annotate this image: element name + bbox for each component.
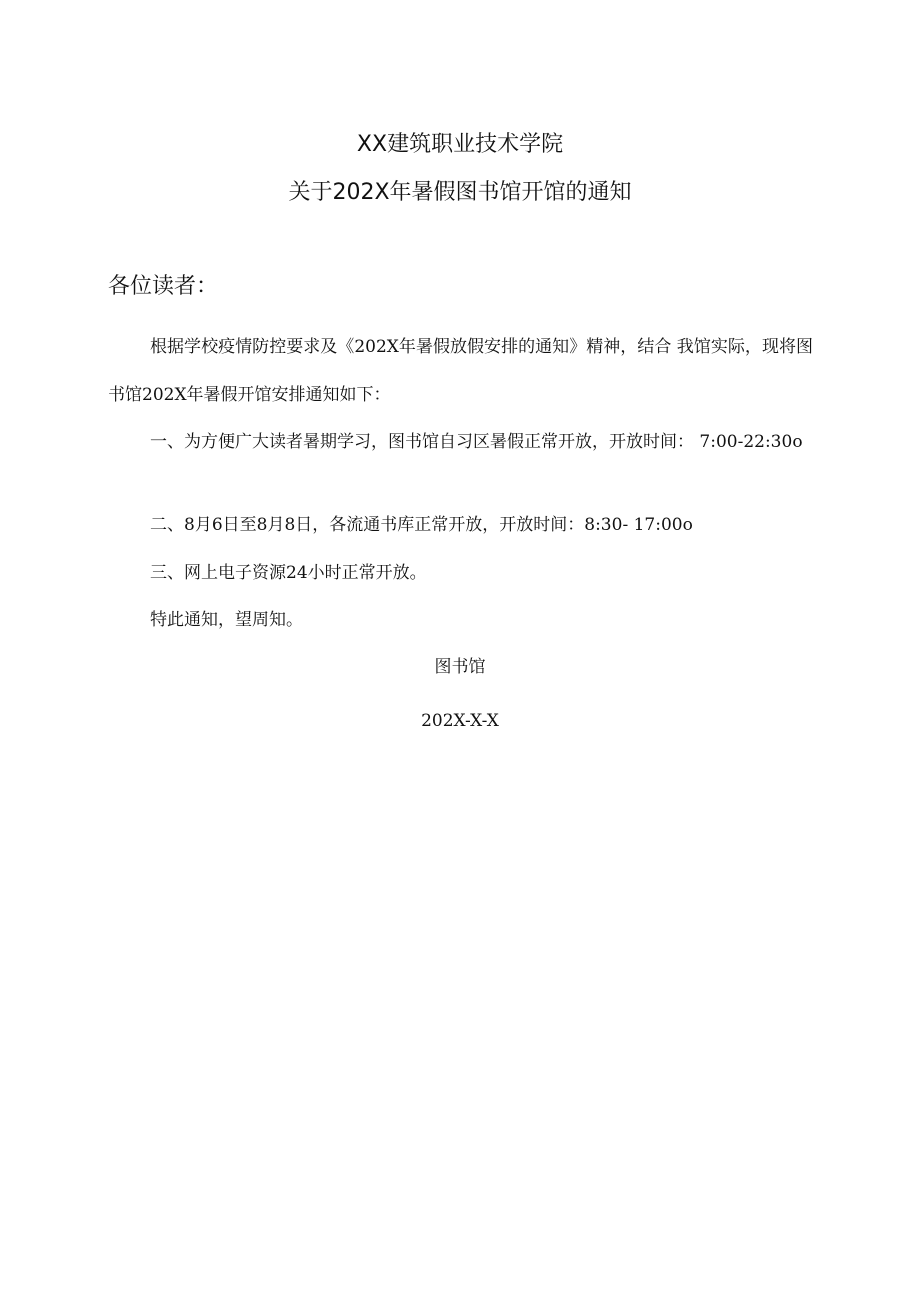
signature-date: 202X-X-X <box>421 711 499 731</box>
signature-issuer: 图书馆 <box>434 657 486 677</box>
paragraph-item-2: 二、8月6日至8月8日，各流通书库正常开放，开放时间：8:30- 17:00o <box>150 515 693 535</box>
paragraph-item-3: 三、网上电子资源24小时正常开放。 <box>150 563 427 583</box>
salutation: 各位读者： <box>108 274 219 299</box>
paragraph-closing: 特此通知，望周知。 <box>150 610 303 630</box>
paragraph-item-1: 一、为方便广大读者暑期学习，图书馆自习区暑假正常开放，开放时间： 7:00-22:30o <box>150 432 803 452</box>
paragraph-intro: 根据学校疫情防控要求及《202X年暑假放假安排的通知》精神，结合 我馆实际，现将图书馆202X年暑假开馆安排通知如下： <box>108 337 813 405</box>
document-title-school: XX建筑职业技术学院 <box>356 132 564 157</box>
document-title-notice: 关于202X年暑假图书馆开馆的通知 <box>288 180 632 205</box>
